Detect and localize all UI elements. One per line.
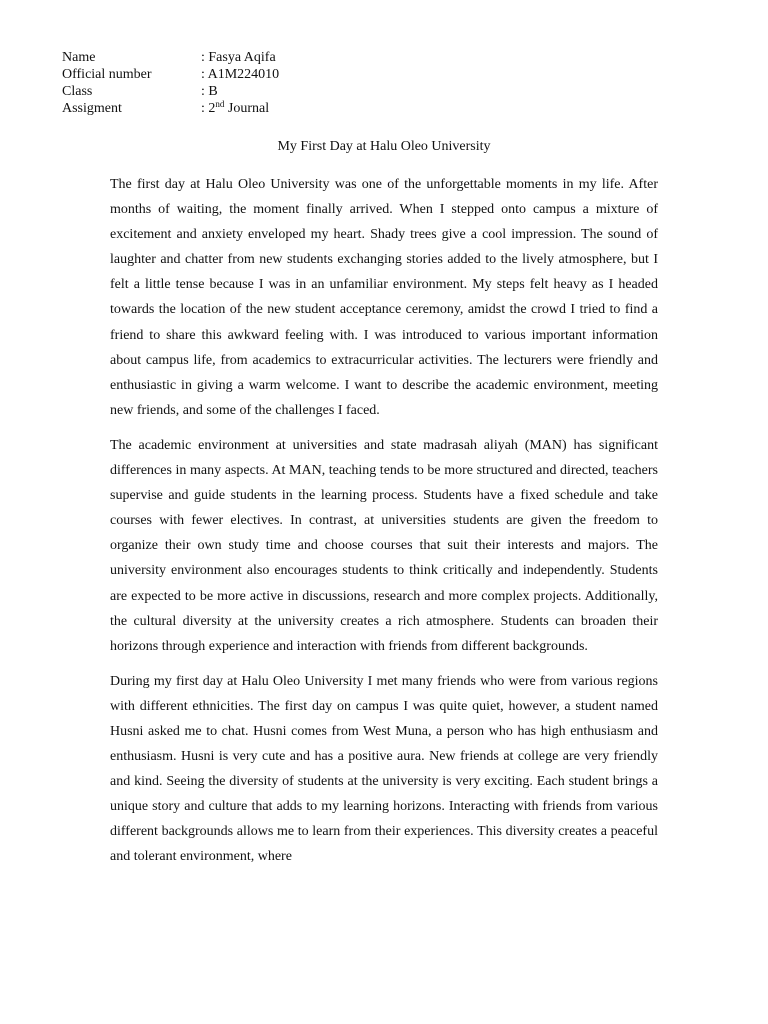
essay-body [110, 172, 658, 870]
assignment-value-ordinal: nd [215, 99, 225, 109]
official-number-value: : A1M224010 [201, 67, 280, 82]
paragraph-1: The first day at Halu Oleo University was one of the unforgettable moments in my life. After months of waiting, the moment finally arrived. When I stepped onto campus a mixture of excitement and anxiety enveloped my heart. Shady trees give a cool impression. The sound of laughter and chatter from new students exchanging stories added to the lively atmosphere, but I felt a little tense because I was in an unfamiliar environment. My steps felt heavy as I headed towards the location of the new student acceptance ceremony, amidst the crowd I tried to find a friend to share this awkward feeling with. I was introduced to various important information about campus life, from academics to extracurricular activities. The lecturers were friendly and enthusiastic in giving a warm welcome. I want to describe the academic environment, meeting new friends, and some of the challenges I faced. [110, 177, 658, 418]
paragraph-3: During my first day at Halu Oleo University I met many friends who were from various regions with different ethnicities. The first day on campus I was quite quiet, however, a student named Husni asked me to chat. Husni comes from West Muna, a person who has high enthusiasm and enthusiasm. Husni is very cute and has a positive aura. New friends at college are very friendly and kind. Seeing the diversity of students at the university is very exciting. Each student brings a unique story and culture that adds to my learning horizons. Interacting with friends from various different backgrounds allows me to learn from their experiences. This diversity creates a peaceful and tolerant environment, where [110, 673, 658, 865]
assignment-row [62, 100, 462, 117]
official-number-row [62, 66, 462, 83]
assignment-value-suffix: Journal [224, 101, 270, 116]
page-title: My First Day at Halu Oleo University [277, 139, 491, 154]
paragraph-2: The academic environment at universities and state madrasah aliyah (MAN) has significant differences in many aspects. At MAN, teaching tends to be more structured and directed, teachers supervise and guide students in the learning process. Students have a fixed schedule and take courses with fewer electives. In contrast, at universities students are given the freedom to organize their own study time and choose courses that suit their interests and majors. The university environment also encourages students to think critically and independently. Students are expected to be more active in discussions, research and more complex projects. Additionally, the cultural diversity at the university creates a rich atmosphere. Students can broaden their horizons through experience and interaction with friends from different backgrounds. [110, 437, 658, 654]
assignment-label: Assigment [62, 101, 122, 116]
name-row [62, 49, 462, 66]
assignment-value [201, 100, 462, 117]
student-info-header [62, 49, 462, 117]
class-label: Class [62, 84, 93, 99]
name-label: Name [62, 50, 96, 65]
assignment-value-prefix: : 2 [201, 101, 216, 116]
official-number-label: Official number [62, 67, 152, 82]
class-value: : B [201, 84, 218, 99]
class-row [62, 83, 462, 100]
name-value: : Fasya Aqifa [201, 50, 276, 65]
